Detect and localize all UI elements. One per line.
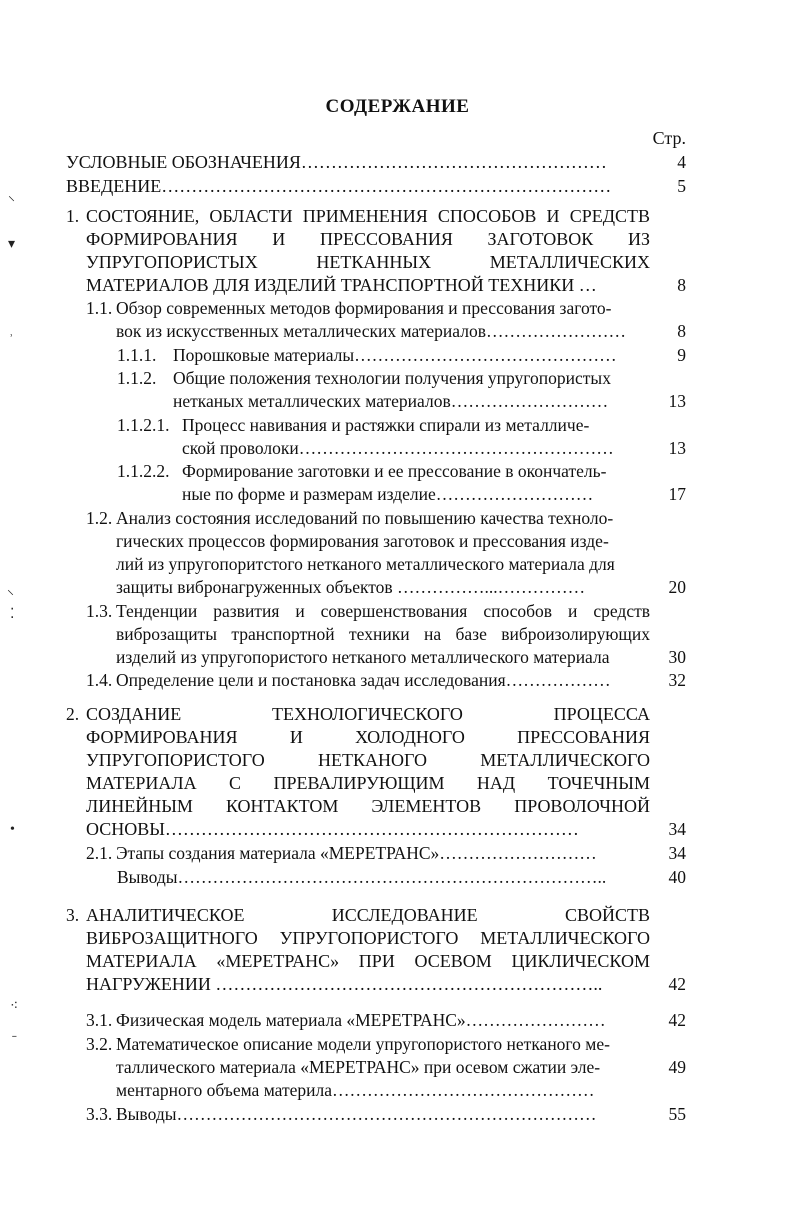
chapter-2-title: ОСНОВЫ…………………………………………………………… [86,819,579,839]
toc-page-number: 49 [668,1057,686,1077]
section-title: виброзащиты транспортной техники на базе виброизолирующих [116,624,650,644]
toc-page-number: 30 [668,647,686,667]
toc-page-number: 42 [668,974,686,994]
chapter-1-title: УПРУГОПОРИСТЫХ НЕТКАННЫХ МЕТАЛЛИЧЕСКИХ [86,252,650,272]
section-number: 1.1.2.1. [117,415,170,435]
scan-speck: ˗ [12,1028,17,1043]
section-number: 1.2. [86,508,113,528]
section-title: Обзор современных методов формирования и прессования загото- [116,298,612,318]
section-number: 1.1.2.2. [117,461,170,481]
toc-entry-abbreviations: УСЛОВНЫЕ ОБОЗНАЧЕНИЯ…………………………………………… [66,152,607,172]
toc-page-number: 34 [668,843,686,863]
section-title: вок из искусственных металлических материалов…………………… [116,321,626,341]
chapter-3-title: МАТЕРИАЛА «МЕРЕТРАНС» ПРИ ОСЕВОМ ЦИКЛИЧЕСКОМ [86,951,650,971]
chapter-number: 2. [66,704,80,724]
toc-page-number: 32 [668,670,686,690]
toc-page-number: 34 [668,819,686,839]
chapter-3-title: ВИБРОЗАЩИТНОГО УПРУГОПОРИСТОГО МЕТАЛЛИЧЕСКОГО [86,928,650,948]
toc-page-number: 42 [668,1010,686,1030]
section-number: 1.1. [86,298,113,318]
section-title: Выводы……………………………………………………………… [116,1104,597,1124]
section-title: Общие положения технологии получения упругопористых [173,368,611,388]
section-title: нетканых металлических материалов……………………… [173,391,609,411]
section-title: гических процессов формирования заготовок и прессования изде- [116,531,609,551]
toc-page-number: 8 [677,275,686,295]
section-number: 1.1.1. [117,345,157,365]
chapter-2-title: ЛИНЕЙНЫМ КОНТАКТОМ ЭЛЕМЕНТОВ ПРОВОЛОЧНОЙ [86,796,650,816]
chapter-2-title: СОЗДАНИЕ ТЕХНОЛОГИЧЕСКОГО ПРОЦЕССА [86,704,650,724]
scan-speck: ⸌ [8,195,15,210]
toc-page-number: 13 [668,438,686,458]
section-title: лий из упругопоритстого нетканого металлического материала для [116,554,615,574]
section-number: 3.2. [86,1034,113,1054]
section-title: Математическое описание модели упругопористого нетканого ме- [116,1034,610,1054]
page-title: СОДЕРЖАНИЕ [325,96,470,117]
chapter-3-title: НАГРУЖЕНИИ ……………………………………………………….. [86,974,603,994]
scan-speck: • [10,822,15,837]
toc-page-number: 17 [668,484,686,504]
section-title: Определение цели и постановка задач исследования……………… [116,670,611,690]
toc-page-number: 4 [677,152,686,172]
section-title: ментарного объема материла……………………………………… [116,1080,595,1100]
section-title: защиты вибронагруженных объектов ……………...…………… [116,577,586,597]
scan-speck: ⁖ [10,999,19,1014]
scan-speck: ⁚ [10,607,15,622]
section-number: 1.4. [86,670,113,690]
section-title: Физическая модель материала «МЕРЕТРАНС»…………………… [116,1010,606,1030]
toc-entry-introduction: ВВЕДЕНИЕ………………………………………………………………… [66,176,612,196]
scan-speck: ▾ [8,237,16,252]
section-title: Формирование заготовки и ее прессование в окончатель- [182,461,607,481]
section-title: изделий из упругопористого нетканого металлического материала [116,647,610,667]
toc-page-number: 5 [677,176,686,196]
section-title: ные по форме и размерам изделие……………………… [182,484,594,504]
toc-page-number: 40 [668,867,686,887]
scan-speck: ⸜ [7,583,14,598]
chapter-number: 1. [66,206,80,226]
section-number: 1.3. [86,601,113,621]
toc-page-number: 9 [677,345,686,365]
chapter-1-title: ФОРМИРОВАНИЯ И ПРЕССОВАНИЯ ЗАГОТОВОК ИЗ [86,229,650,249]
chapter-1-title: СОСТОЯНИЕ, ОБЛАСТИ ПРИМЕНЕНИЯ СПОСОБОВ И СРЕДСТВ [86,206,650,226]
chapter-number: 3. [66,905,80,925]
chapter-3-title: АНАЛИТИЧЕСКОЕ ИССЛЕДОВАНИЕ СВОЙСТВ [86,905,650,925]
section-title: Порошковые материалы……………………………………… [173,345,617,365]
toc-page-number: 20 [668,577,686,597]
section-number: 3.3. [86,1104,113,1124]
chapter-2-title: ФОРМИРОВАНИЯ И ХОЛОДНОГО ПРЕССОВАНИЯ [86,727,650,747]
chapter-2-title: УПРУГОПОРИСТОГО НЕТКАНОГО МЕТАЛЛИЧЕСКОГО [86,750,650,770]
chapter-1-title: МАТЕРИАЛОВ ДЛЯ ИЗДЕЛИЙ ТРАНСПОРТНОЙ ТЕХНИКИ … [86,275,597,295]
section-title: Тенденции развития и совершенствования способов и средств [116,601,650,621]
section-title: ской проволоки……………………………………………… [182,438,614,458]
toc-page-number: 13 [668,391,686,411]
page-column-header: Стр. [652,128,686,148]
scan-speck: ˒ [9,326,14,341]
section-title: Выводы……………………………………………………………….. [117,867,607,887]
section-title: Процесс навивания и растяжки спирали из металличе- [182,415,590,435]
section-title: таллического материала «МЕРЕТРАНС» при осевом сжатии эле- [116,1057,601,1077]
toc-page-number: 8 [677,321,686,341]
chapter-2-title: МАТЕРИАЛА С ПРЕВАЛИРУЮЩИМ НАД ТОЧЕЧНЫМ [86,773,650,793]
section-number: 3.1. [86,1010,113,1030]
section-number: 1.1.2. [117,368,157,388]
section-number: 2.1. [86,843,113,863]
section-title: Анализ состояния исследований по повышению качества техноло- [116,508,614,528]
section-title: Этапы создания материала «МЕРЕТРАНС»……………………… [116,843,597,863]
toc-page-number: 55 [668,1104,686,1124]
